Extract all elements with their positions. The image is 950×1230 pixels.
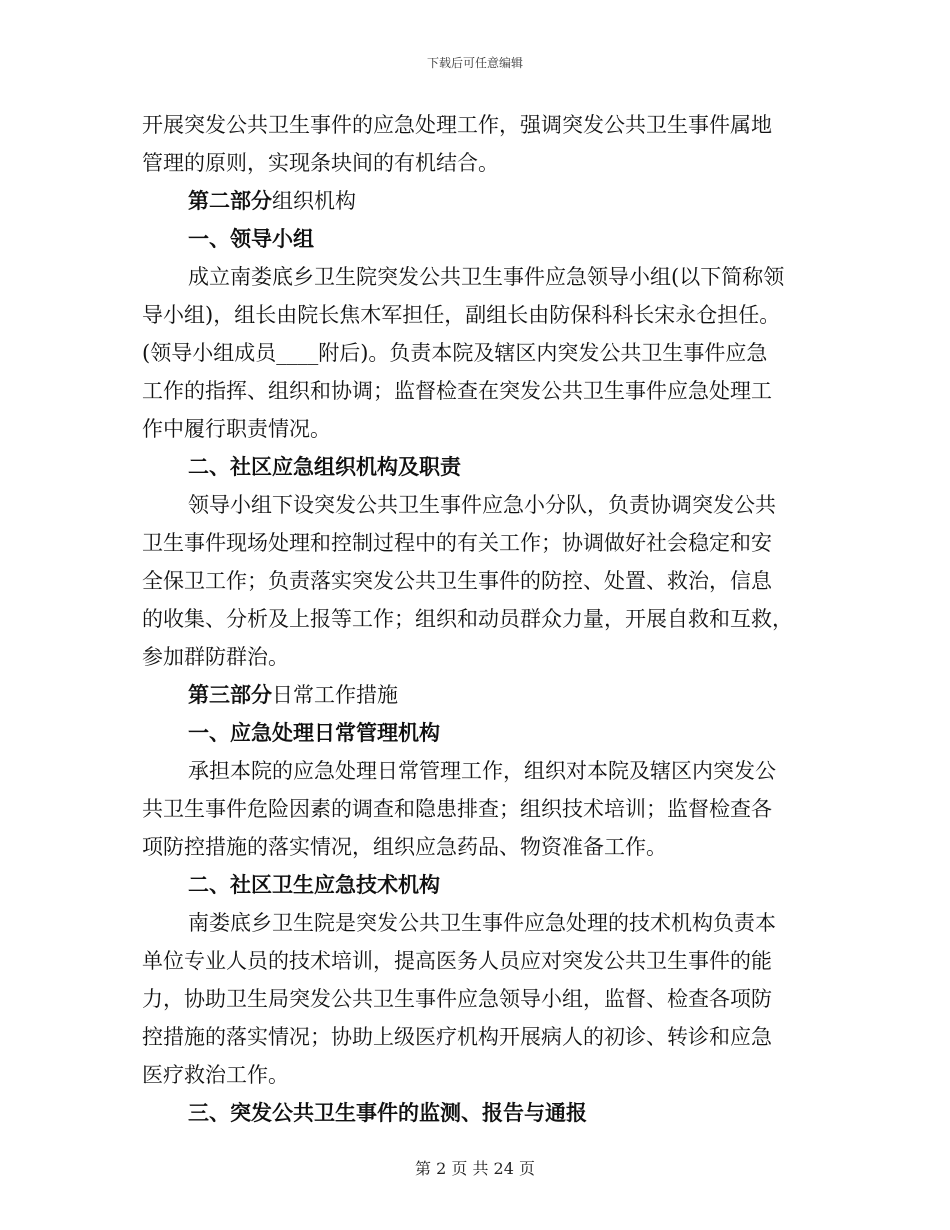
paragraph-line: 导小组)，组长由院长焦木军担任，副组长由防保科科长宋永仓担任。 [142,303,781,327]
paragraph-line: 作中履行职责情况。 [142,417,331,441]
paragraph-line: 的收集、分析及上报等工作；组织和动员群众力量，开展自救和互救， [142,607,793,631]
document-body [142,106,812,1132]
part-heading [142,676,812,714]
paragraph-line: 项防控措施的落实情况，组织应急药品、物资准备工作。 [142,835,667,859]
part-title: 日常工作措施 [272,683,398,707]
paragraph-line: 承担本院的应急处理日常管理工作，组织对本院及辖区内突发公 [188,759,776,783]
paragraph-line: 全保卫工作；负责落实突发公共卫生事件的防控、处置、救治，信息 [142,569,772,593]
page-footer: 第 2 页 共 24 页 [415,1159,535,1178]
section-heading: 二、社区卫生应急技术机构 [188,872,440,897]
paragraph-line: (领导小组成员____附后)。负责本院及辖区内突发公共卫生事件应急 [142,341,768,365]
part-title: 组织机构 [272,189,356,213]
paragraph-line: 管理的原则，实现条块间的有机结合。 [142,151,499,175]
paragraph-line: 南娄底乡卫生院是突发公共卫生事件应急处理的技术机构负责本 [188,911,776,935]
part-label: 第三部分 [188,682,272,707]
paragraph-line: 单位专业人员的技术培训，提高医务人员应对突发公共卫生事件的能 [142,949,772,973]
paragraph-line: 工作的指挥、组织和协调；监督检查在突发公共卫生事件应急处理工 [142,379,772,403]
paragraph-line: 共卫生事件危险因素的调查和隐患排查；组织技术培训；监督检查各 [142,797,772,821]
part-label: 第二部分 [188,188,272,213]
paragraph-line: 领导小组下设突发公共卫生事件应急小分队，负责协调突发公共 [188,493,776,517]
paragraph-line: 控措施的落实情况；协助上级医疗机构开展病人的初诊、转诊和应急 [142,1025,772,1049]
page-header: 下载后可任意编辑 [426,56,523,70]
paragraph-line: 力，协助卫生局突发公共卫生事件应急领导小组，监督、检查各项防 [142,987,772,1011]
paragraph-line: 卫生事件现场处理和控制过程中的有关工作；协调做好社会稳定和安 [142,531,772,555]
section-heading: 二、社区应急组织机构及职责 [188,454,461,479]
section-heading: 一、领导小组 [188,226,314,251]
paragraph-line: 参加群防群治。 [142,645,289,669]
paragraph-line: 开展突发公共卫生事件的应急处理工作，强调突发公共卫生事件属地 [142,113,772,137]
paragraph-line: 医疗救治工作。 [142,1063,289,1087]
section-heading: 一、应急处理日常管理机构 [188,720,440,745]
section-heading: 三、突发公共卫生事件的监测、报告与通报 [188,1100,587,1125]
paragraph-line: 成立南娄底乡卫生院突发公共卫生事件应急领导小组(以下简称领 [188,265,785,289]
part-heading [142,182,812,220]
